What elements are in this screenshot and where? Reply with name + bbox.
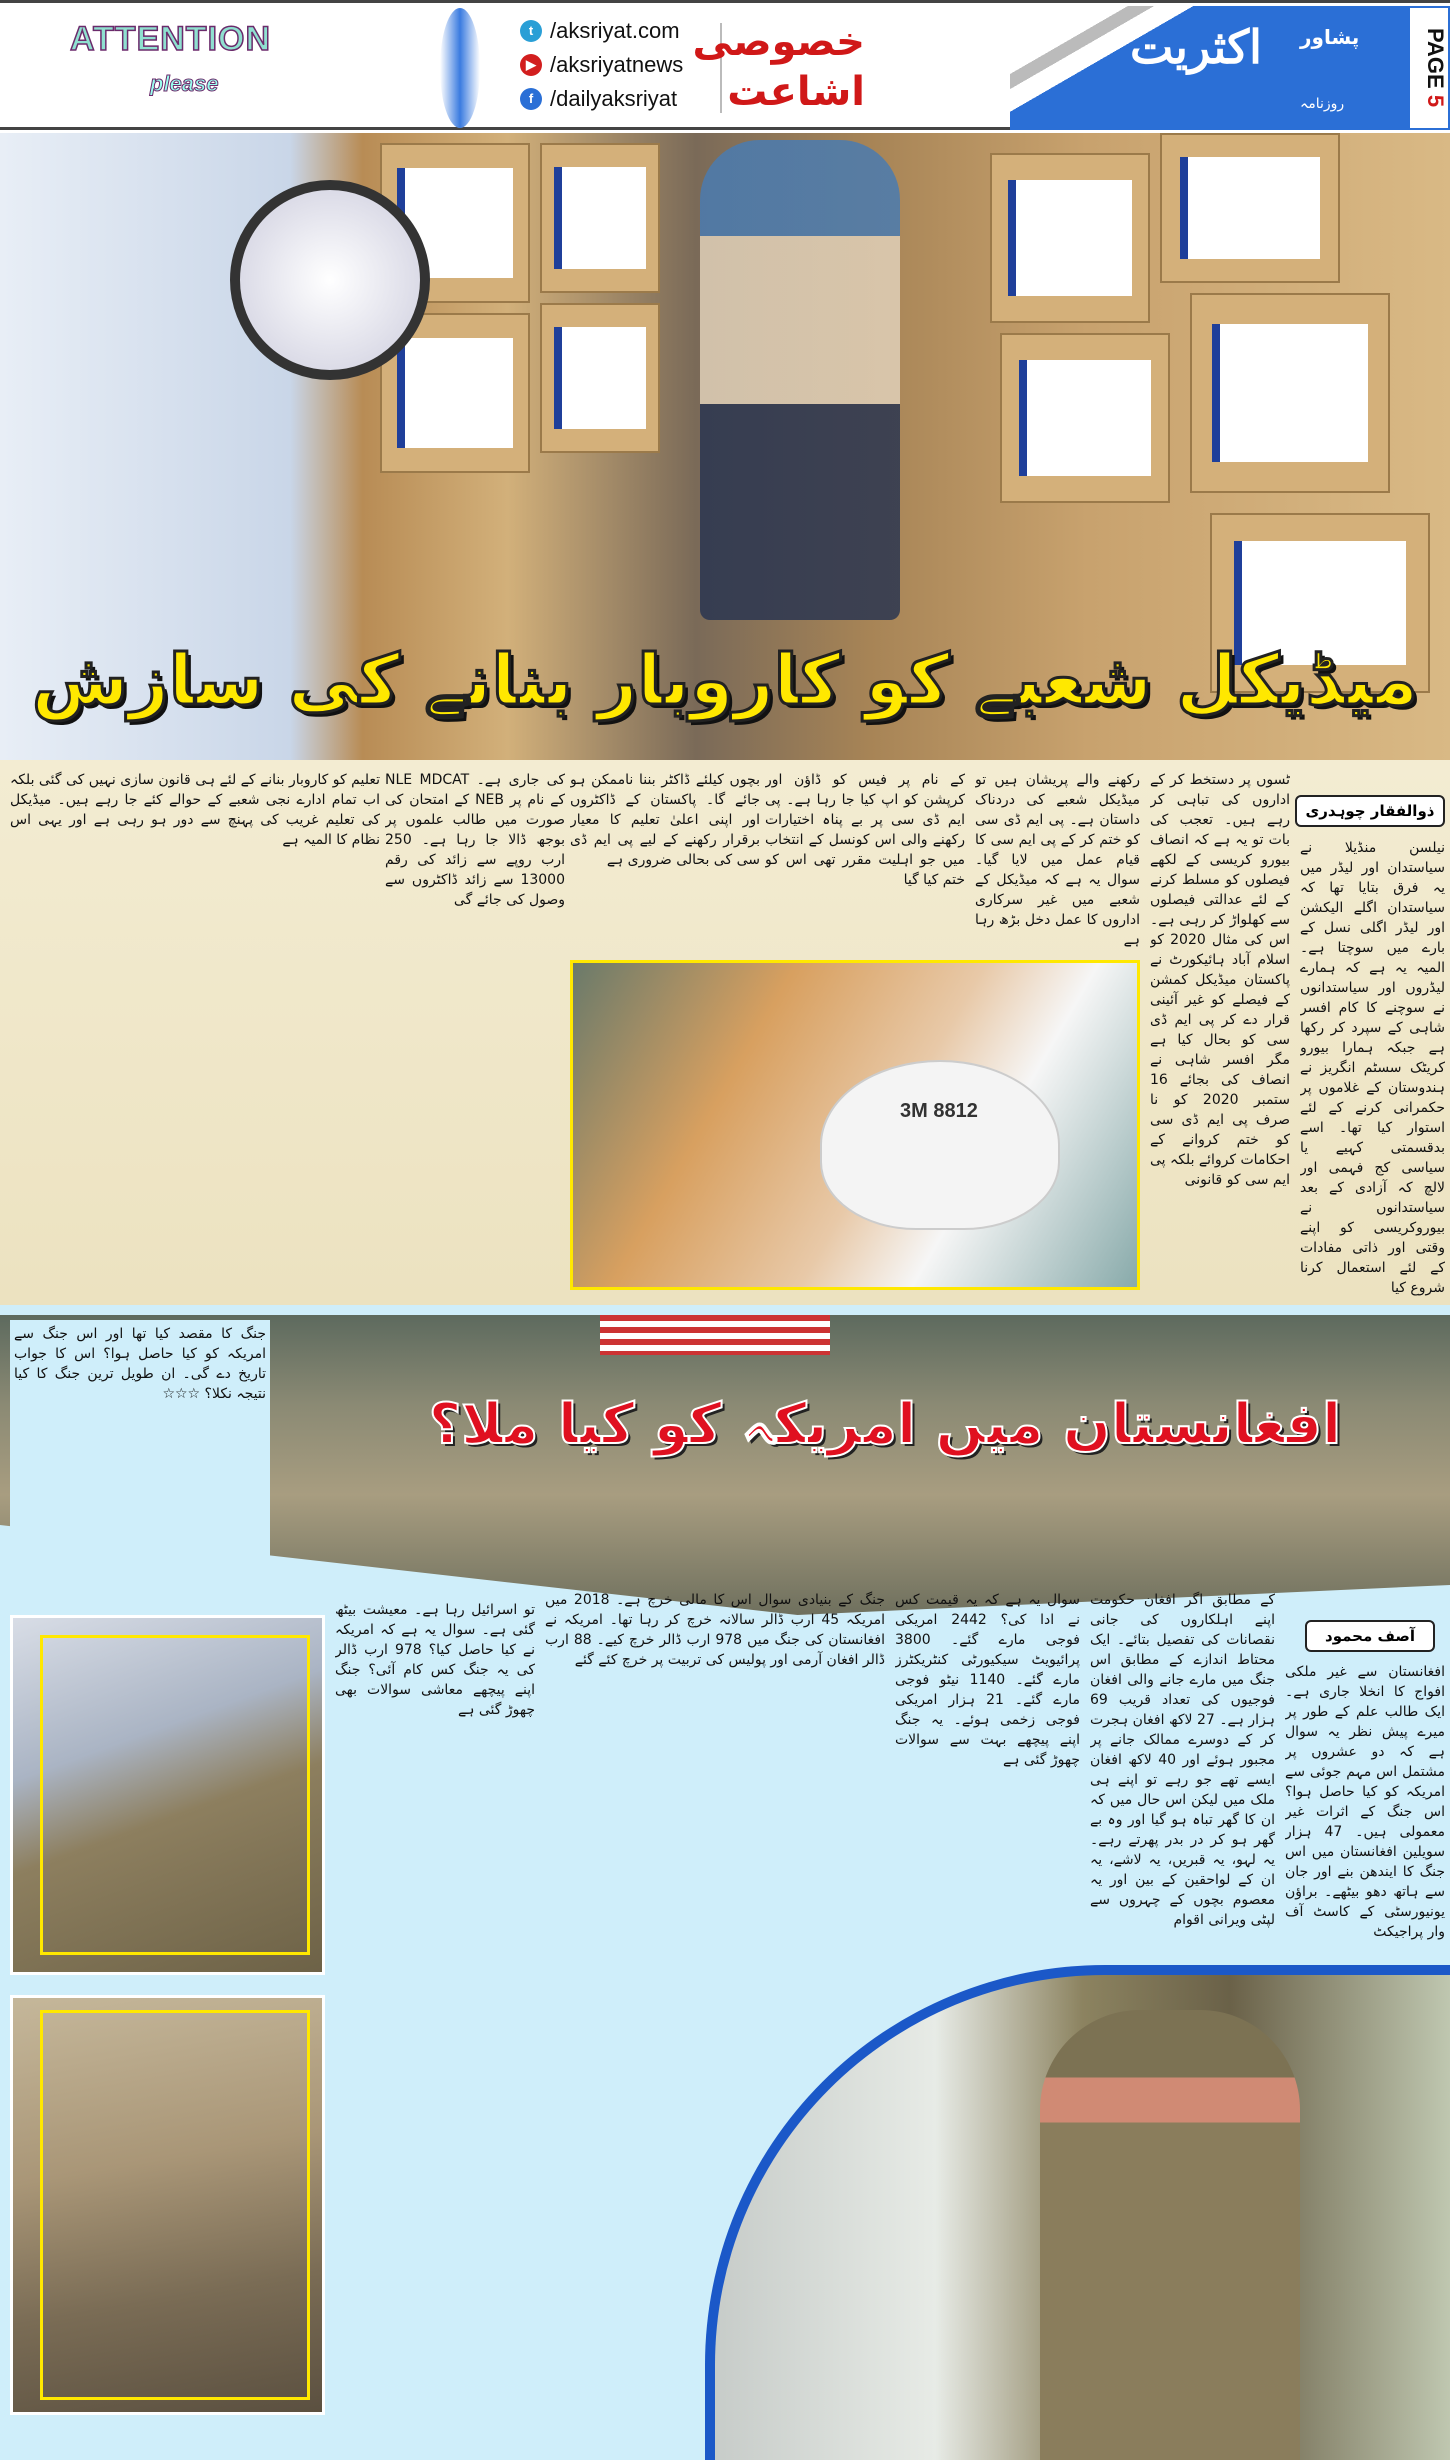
attention-logo-sub: please <box>150 71 219 96</box>
facebook-icon: f <box>520 88 542 110</box>
newspaper-name: اکثریت <box>1130 20 1262 74</box>
article-column: افغانستان سے غیر ملکی افواج کا انخلا جاری ہے۔ ایک طالب علم کے طور پر میرے پیش نظر یہ سوال ہے کہ دو عشروں پر مشتمل اس مہم جوئی سے امریکہ کو کیا حاصل ہوا؟ اس جنگ کے اثرات غیر معمولی ہیں۔ 47 ہزار سویلین افغانستان میں اس جنگ کا ایندھن بنے اور جان سے ہاتھ دھو بیٹھے۔ براؤن یونیورسٹی کے کاسٹ آف وار پراجیکٹ <box>1285 1664 1445 1940</box>
article-column: جنگ کے بنیادی سوال اس کا مالی خرچ ہے۔ 2018 میں امریکہ 45 ارب ڈالر سالانہ خرچ کر رہا تھا۔ امریکہ نے افغانستان کی جنگ میں 978 ارب ڈالر خرچ کیے۔ 88 ارب ڈالر افغان آرمی اور پولیس کی تربیت پر خرچ کئے گئے <box>545 1592 885 1668</box>
social-youtube[interactable] <box>520 52 683 78</box>
special-edition-label <box>692 17 865 117</box>
article-column: کے نام پر فیس کو ڈاؤن اور کرپشن کو اپ کیا جا رہا ہے۔ پی ایم ڈی سی پر بے پناہ اختیارات رکھنے والی اس کونسل کے انتخاب میں جو اہلیت مقرر تھی اس کو ختم کیا گیا <box>765 772 965 888</box>
headline-afghanistan: افغانستان میں امریکہ کو کیا ملا؟ <box>428 1392 1342 1457</box>
photo-frame <box>40 2010 310 2400</box>
article-column: نیلسن منڈیلا نے سیاستدان اور لیڈر میں یہ فرق بتایا تھا کہ سیاستدان اگلے الیکشن اور لیڈر اگلی نسل کے بارے میں سوچتا ہے۔ المیہ یہ ہے کہ ہمارے لیڈروں اور سیاستدانوں نے سوچنے کا کام افسر شاہی کے سپرد کر رکھا ہے جبکہ ہمارا بیورو کریٹک سسٹم انگریز نے ہندوستان کے غلاموں پر حکمرانی کرنے کے لئے استوار کیا تھا۔ اسے بدقسمتی کہیے یا سیاسی کج فہمی اور لالچ کہ آزادی کے بعد سیاستدانوں نے بیوروکریسی کو اپنے وقتی اور ذاتی مفادات کے لئے استعمال کرنا شروع کیا <box>1300 840 1445 1296</box>
article-column: ٹسوں پر دستخط کر کے اداروں کی تباہی کر رہے ہیں۔ تعجب کی بات تو یہ ہے کہ انصاف بیورو کریسی کے لکھے فیصلوں کو مسلط کرنے کے لئے عدالتی فیصلوں سے کھلواڑ کر رہی ہے۔ اس کی مثال 2020 کو اسلام آباد ہائیکورٹ نے پاکستان میڈیکل کمشن کے فیصلے کو غیر آئینی قرار دے کر پی ایم ڈی سی کو بحال کیا ہے مگر افسر شاہی نے انصاف کی بجائے 16 ستمبر 2020 کو نا صرف پی ایم ڈی سی کو ختم کروانے کے احکامات کروائے بلکہ پی ایم سی کو قانونی <box>1150 772 1290 1188</box>
youtube-icon: ▶ <box>520 54 542 76</box>
newspaper-daily: روزنامہ <box>1300 96 1345 112</box>
face-mask-image <box>820 1060 1060 1230</box>
special-line-1: خصوصی <box>692 19 865 65</box>
article-column: کی جاری ہے۔ NLE MDCAT کے نام پر NEB کے امتحان کی صورت میں طالب علموں پر بوجھ ڈالا جا رہا ہے۔ 250 ارب روپے سے زائد کی رقم 13000 سے زائد ڈاکٹروں سے وصول کی جائے گی <box>385 772 565 908</box>
article-column: رکھنے والے پریشان ہیں تو میڈیکل شعبے کی دردناک داستان ہے۔ پی ایم ڈی سی کو ختم کر کے پی ایم سی کا قیام عمل میں لایا گیا۔ سوال یہ ہے کہ میڈیکل کے شعبے میں غیر سرکاری اداروں کا عمل دخل بڑھ رہا ہے <box>975 772 1140 948</box>
youtube-handle[interactable]: /aksriyatnews <box>550 52 684 77</box>
article-column: جنگ کا مقصد کیا تھا اور اس جنگ سے امریکہ کو کیا حاصل ہوا؟ اس کا جواب تاریخ دے گی۔ ان طویل ترین جنگ کا کیا نتیجہ نکلا؟ ☆☆☆ <box>10 1320 270 1580</box>
decorative-swoosh <box>440 8 480 128</box>
stethoscope-icon <box>230 180 430 380</box>
attention-logo-title: ATTENTION <box>70 20 272 58</box>
worker-figure <box>700 140 900 620</box>
page-number <box>1410 8 1448 128</box>
newspaper-city: پشاور <box>1300 25 1360 49</box>
author-byline: آصف محمود <box>1305 1620 1435 1652</box>
social-twitter[interactable] <box>520 18 680 44</box>
twitter-handle[interactable]: /aksriyat.com <box>550 18 680 43</box>
photo-frame <box>40 1635 310 1955</box>
article-column: تو اسرائیل رہا ہے۔ معیشت بیٹھ گئی ہے۔ سوال یہ ہے کہ امریکہ نے کیا حاصل کیا؟ 978 ارب ڈالر کی یہ جنگ کس کام آئی؟ جنگ اپنے پیچھے معاشی سوالات بھی چھوڑ گئی ہے <box>335 1602 535 1718</box>
article-column: کے مطابق اگر افغان حکومت اپنے اہلکاروں کی جانی نقصانات کی تفصیل بتائے۔ ایک محتاط اندازے کے مطابق اس جنگ میں مارے جانے والی افغان فوجیوں کی تعداد قریب 69 ہزار ہے۔ 27 لاکھ افغان ہجرت کر کے دوسرے ممالک جانے پر مجبور ہوئے اور 40 لاکھ افغان ایسے تھے جو رہے تو اپنے ہی ملک میں لیکن اس حال میں کہ ان کا گھر تباہ ہو گیا اور وہ بے گھر ہو کر در بدر پھرتے رہے۔ یہ لہو، یہ قبریں، یہ لاشے، یہ ان کے لواحقین کے بین اور یہ معصوم بچوں کے چہروں سے لپٹی ویرانی اقوام <box>1090 1592 1275 1928</box>
us-flag-image <box>600 1315 830 1355</box>
page-number-value: 5 <box>1423 95 1448 108</box>
facebook-handle[interactable]: /dailyaksriyat <box>550 86 678 111</box>
soldier-figure <box>1040 2010 1300 2460</box>
page-label: PAGE <box>1423 28 1448 90</box>
special-line-2: اشاعت <box>727 69 865 115</box>
twitter-icon: t <box>520 20 542 42</box>
article-column: سوال یہ ہے کہ یہ قیمت کس نے ادا کی؟ 2442 امریکی فوجی مارے گئے۔ 3800 پرائیویٹ سیکیورٹی کنٹریکٹرز مارے گئے۔ 1140 نیٹو فوجی مارے گئے۔ 21 ہزار امریکی فوجی زخمی ہوئے۔ یہ جنگ اپنے پیچھے بہت سے سوالات چھوڑ گئی ہے <box>895 1592 1080 1768</box>
masthead-header <box>0 0 1450 130</box>
article-column: بچوں کیلئے ڈاکٹر بننا ناممکن ہو جائے گا۔ پاکستان کے ڈاکٹروں اور اپنی اعلیٰ تعلیم کا معیار برقرار رکھنے کے لیے پی ایم ڈی سی کی بحالی ضروری ہے <box>570 772 760 868</box>
author-byline: ذوالفقار چوہدری <box>1295 795 1445 827</box>
mask-label: 3M 8812 <box>900 1100 978 1122</box>
article-column: تعلیم کو کاروبار بنانے کے لئے ہی قانون سازی نہیں کی گئی بلکہ اب تمام ادارے نجی شعبے کے حوالے کئے جا رہے ہیں۔ میڈیکل کی تعلیم غریب کی پہنچ سے دور ہو رہی ہے اور یہی اس نظام کا المیہ ہے <box>10 772 380 848</box>
social-facebook[interactable] <box>520 86 677 112</box>
headline-medical: میڈیکل شعبے کو کاروبار بنانے کی سازش <box>31 639 1419 721</box>
